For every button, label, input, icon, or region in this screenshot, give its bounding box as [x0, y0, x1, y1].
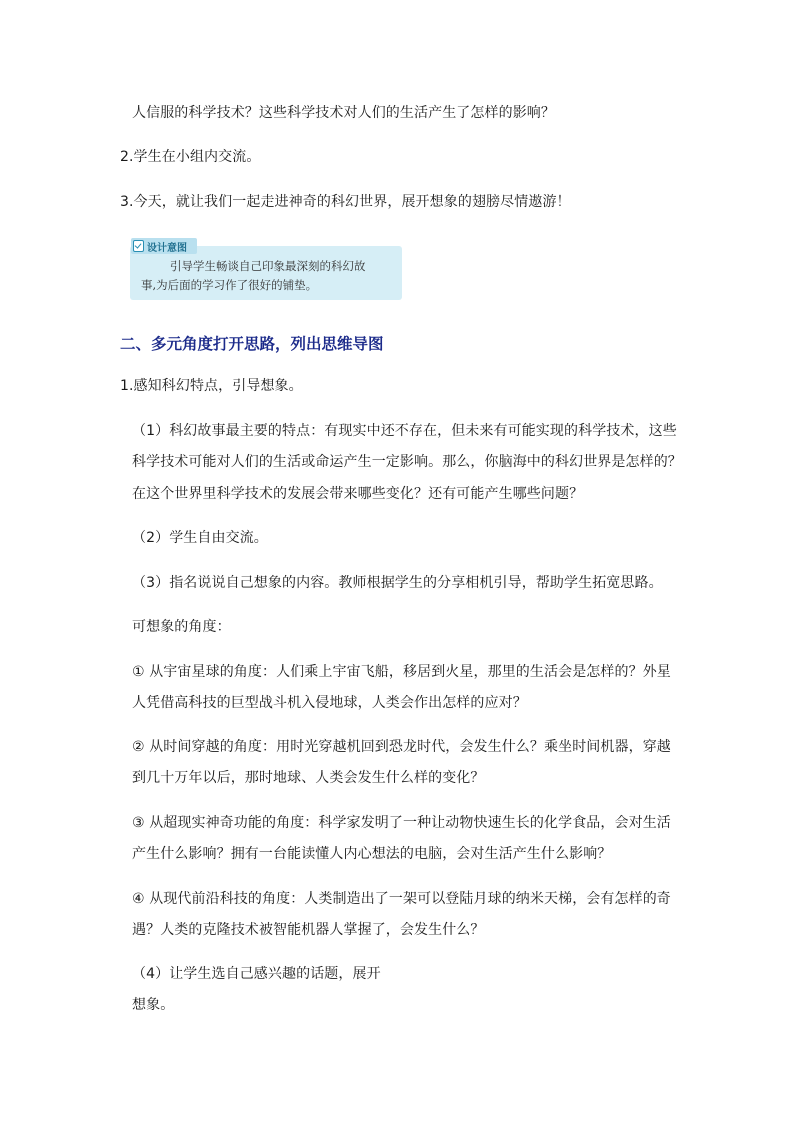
design-note-tag	[131, 238, 197, 254]
design-note-tag-label: 设计意图	[147, 242, 187, 254]
item-1: 1.感知科幻特点，引导想象。	[120, 378, 303, 394]
item-6-line-1: （4）让学生选自己感兴趣的话题，展开	[132, 966, 381, 982]
design-note-line-2: 事,为后面的学习作了很好的铺垫。	[141, 278, 318, 292]
paragraph-1: 人信服的科学技术？这些科学技术对人们的生活产生了怎样的影响？	[132, 105, 555, 121]
angle-4-line-2: 遇？人类的克隆技术被智能机器人掌握了，会发生什么？	[132, 922, 485, 938]
design-note-line-1: 引导学生畅谈自己印象最深刻的科幻故	[170, 259, 366, 273]
item-3: （2）学生自由交流。	[132, 530, 268, 546]
paragraph-2: 2.学生在小组内交流。	[120, 149, 261, 165]
angle-2-line-1: ② 从时间穿越的角度：用时光穿越机回到恐龙时代，会发生什么？乘坐时间机器，穿越	[132, 739, 671, 755]
item-6-line-2: 想象。	[132, 997, 175, 1013]
checklist-icon	[133, 240, 144, 252]
section-title: 二、多元角度打开思路，列出思维导图	[120, 335, 384, 353]
item-2-line-2: 科学技术可能对人们的生活或命运产生一定影响。那么，你脑海中的科幻世界是怎样的？	[132, 454, 682, 470]
angle-4-line-1: ④ 从现代前沿科技的角度：人类制造出了一架可以登陆月球的纳米天梯，会有怎样的奇	[132, 891, 671, 907]
angle-1-line-2: 人凭借高科技的巨型战斗机入侵地球，人类会作出怎样的应对？	[132, 695, 527, 711]
item-2-line-3: 在这个世界里科学技术的发展会带来哪些变化？还有可能产生哪些问题？	[132, 486, 584, 502]
angle-3-line-2: 产生什么影响？拥有一台能读懂人内心想法的电脑，会对生活产生什么影响？	[132, 846, 612, 862]
item-4: （3）指名说说自己想象的内容。教师根据学生的分享相机引导，帮助学生拓宽思路。	[132, 575, 663, 591]
angle-2-line-2: 到几十万年以后，那时地球、人类会发生什么样的变化？	[132, 770, 485, 786]
angle-3-line-1: ③ 从超现实神奇功能的角度：科学家发明了一种让动物快速生长的化学食品，会对生活	[132, 815, 671, 831]
angle-1-line-1: ① 从宇宙星球的角度：人们乘上宇宙飞船，移居到火星，那里的生活会是怎样的？外星	[132, 664, 671, 680]
item-2-line-1: （1）科幻故事最主要的特点：有现实中还不存在，但未来有可能实现的科学技术，这些	[132, 423, 677, 439]
paragraph-3: 3.今天，就让我们一起走进神奇的科幻世界，展开想象的翅膀尽情遨游！	[120, 194, 571, 210]
item-5: 可想象的角度：	[132, 619, 231, 635]
